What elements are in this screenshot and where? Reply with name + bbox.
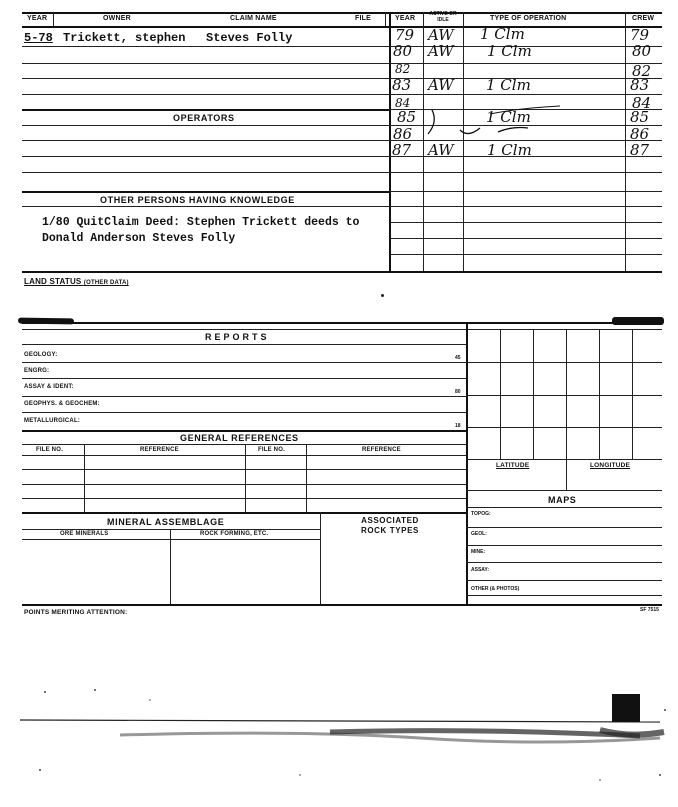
op-crew: 84 bbox=[632, 94, 652, 112]
land-status-sub: (OTHER DATA) bbox=[83, 280, 129, 286]
report-code: 80 bbox=[455, 389, 461, 395]
handwriting-strokes bbox=[420, 100, 570, 145]
op-crew: 85 bbox=[630, 108, 650, 126]
report-label: METALLURGICAL: bbox=[24, 418, 81, 424]
report-code: 18 bbox=[455, 423, 461, 429]
op-type: 1 Clm bbox=[487, 141, 532, 159]
maps-item: MINE: bbox=[471, 549, 486, 555]
general-references-title: GENERAL REFERENCES bbox=[180, 433, 299, 443]
report-code: 45 bbox=[455, 355, 461, 361]
header-file: FILE bbox=[355, 15, 371, 22]
associated-rock-types-title: ASSOCIATED ROCK TYPES bbox=[360, 516, 419, 535]
land-status-title bbox=[24, 277, 129, 286]
mineral-assemblage-title: MINERAL ASSEMBLAGE bbox=[107, 517, 225, 527]
mineral-header-ore: ORE MINERALS bbox=[60, 531, 109, 537]
ref-header-reference-2: REFERENCE bbox=[362, 447, 401, 453]
other-persons-note-line-2: Donald Anderson Steves Folly bbox=[42, 232, 236, 245]
report-label: GEOLOGY: bbox=[24, 352, 58, 358]
reports-title: REPORTS bbox=[205, 332, 270, 342]
owner-entry-year: 5-78 bbox=[24, 31, 53, 45]
owner-entry-claim-name: Steves Folly bbox=[206, 31, 293, 45]
op-year: 79 bbox=[395, 26, 415, 44]
op-type: 1 Clm bbox=[480, 25, 525, 43]
maps-item: GEOL: bbox=[471, 531, 487, 537]
other-persons-title: OTHER PERSONS HAVING KNOWLEDGE bbox=[100, 195, 295, 205]
latitude-label: LATITUDE bbox=[496, 462, 530, 469]
header-claim-name: CLAIM NAME bbox=[230, 15, 277, 22]
op-status: AW bbox=[428, 141, 454, 159]
header-year-2: YEAR bbox=[395, 15, 416, 22]
land-status-label: LAND STATUS bbox=[24, 277, 82, 286]
op-year: 83 bbox=[392, 76, 412, 94]
op-status: AW bbox=[428, 76, 454, 94]
header-owner: OWNER bbox=[103, 15, 131, 22]
ref-header-reference: REFERENCE bbox=[140, 447, 179, 453]
op-year: 86 bbox=[393, 125, 413, 143]
op-type: 1 Clm bbox=[487, 42, 532, 60]
owner-entry-owner: Trickett, stephen bbox=[63, 31, 186, 45]
scan-dot bbox=[381, 294, 384, 297]
operators-title: OPERATORS bbox=[173, 113, 235, 123]
report-label: ASSAY & IDENT: bbox=[24, 384, 74, 390]
other-persons-note-line-1: 1/80 QuitClaim Deed: Stephen Trickett deeds to bbox=[42, 216, 360, 229]
form-number: SF 7515 bbox=[640, 607, 659, 613]
report-label: ENGRG: bbox=[24, 368, 50, 374]
op-crew: 87 bbox=[630, 141, 650, 159]
op-crew: 79 bbox=[630, 26, 650, 44]
maps-item: OTHER (& PHOTOS) bbox=[471, 586, 520, 592]
report-label: GEOPHYS. & GEOCHEM: bbox=[24, 401, 100, 407]
op-crew: 86 bbox=[630, 125, 650, 143]
maps-title: MAPS bbox=[548, 495, 577, 505]
mineral-header-rock-forming: ROCK FORMING, ETC. bbox=[200, 531, 269, 537]
header-active-or-idle: ACTIVE OR IDLE bbox=[429, 11, 457, 23]
longitude-label: LONGITUDE bbox=[590, 462, 631, 469]
op-crew: 83 bbox=[630, 76, 650, 94]
header-year: YEAR bbox=[27, 15, 48, 22]
op-year: 82 bbox=[395, 62, 411, 76]
op-type: 1 Clm bbox=[486, 108, 531, 126]
op-year: 87 bbox=[392, 141, 412, 159]
op-year: 80 bbox=[393, 42, 413, 60]
op-type: 1 Clm bbox=[486, 76, 531, 94]
scan-noise bbox=[0, 680, 678, 800]
op-status: AW bbox=[428, 42, 454, 60]
ref-header-file-no-2: FILE NO. bbox=[258, 447, 285, 453]
op-status: AW bbox=[428, 26, 454, 44]
op-year: 85 bbox=[397, 108, 417, 126]
points-meriting-title: POINTS MERITING ATTENTION: bbox=[24, 609, 128, 616]
header-type-of-operation: TYPE OF OPERATION bbox=[490, 15, 567, 22]
ref-header-file-no: FILE NO. bbox=[36, 447, 63, 453]
maps-item: ASSAY: bbox=[471, 567, 490, 573]
op-crew: 82 bbox=[632, 62, 652, 80]
maps-item: TOPOG: bbox=[471, 511, 491, 517]
op-crew: 80 bbox=[632, 42, 652, 60]
header-crew: CREW bbox=[632, 15, 655, 22]
op-year: 84 bbox=[395, 96, 411, 110]
